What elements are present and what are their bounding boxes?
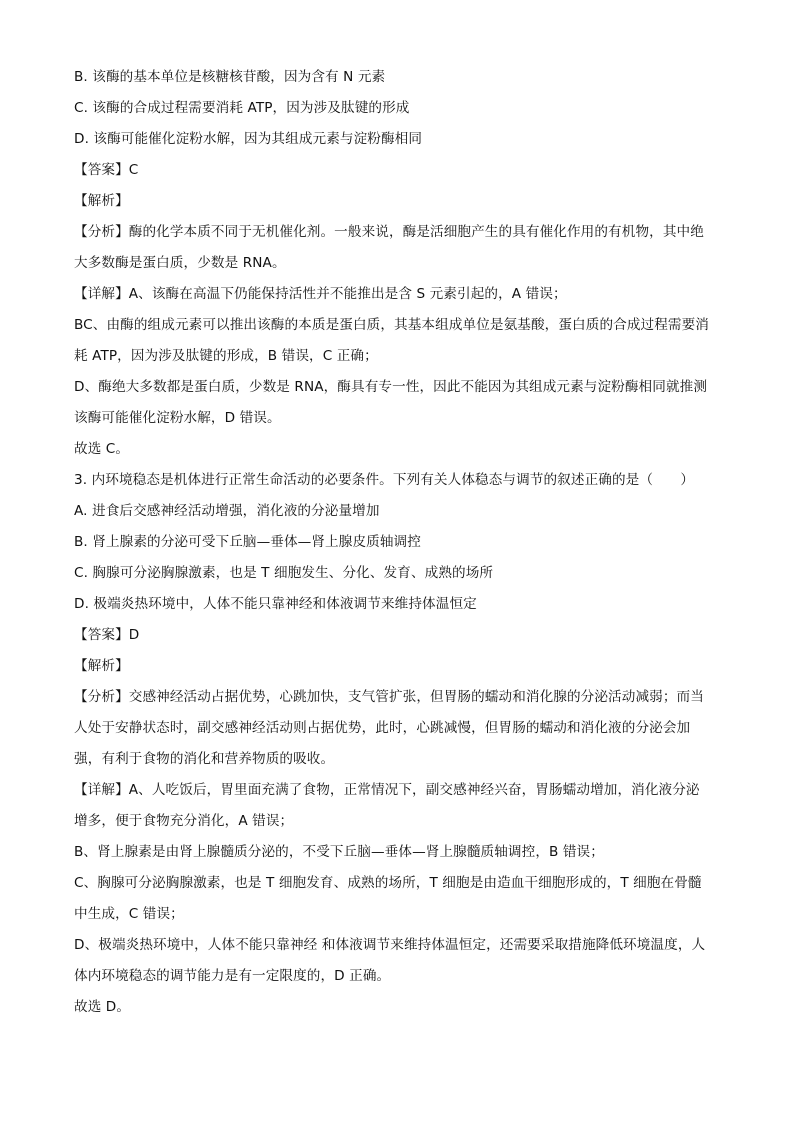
answer-line: 【答案】C [74, 162, 139, 178]
detail-paragraph: B、肾上腺素是由肾上腺髓质分泌的，不受下丘脑—垂体—肾上腺髓质轴调控，B 错误； [74, 844, 604, 860]
detail-paragraph: BC、由酶的组成元素可以推出该酶的本质是蛋白质，其基本组成单位是氨基酸，蛋白质的合成过程需要消 [74, 317, 709, 333]
detail-paragraph: 该酶可能催化淀粉水解，D 错误。 [74, 410, 281, 426]
detail-paragraph: 增多，便于食物充分消化，A 错误； [74, 813, 294, 829]
analysis-paragraph: 强，有利于食物的消化和营养物质的吸收。 [74, 751, 335, 767]
answer-line: 【答案】D [74, 627, 140, 643]
analysis-paragraph: 大多数酶是蛋白质，少数是 RNA。 [74, 255, 286, 271]
explanation-heading: 【解析】 [74, 193, 129, 209]
detail-paragraph: 中生成，C 错误； [74, 906, 184, 922]
detail-paragraph: C、胸腺可分泌胸腺激素，也是 T 细胞发育、成熟的场所，T 细胞是由造血干细胞形成的，T 细胞在骨髓 [74, 875, 702, 891]
conclusion-line: 故选 C。 [74, 441, 130, 457]
conclusion-line: 故选 D。 [74, 999, 131, 1015]
analysis-paragraph: 【分析】酶的化学本质不同于无机催化剂。一般来说，酶是活细胞产生的具有催化作用的有机物，其中绝 [74, 224, 704, 240]
detail-paragraph: 体内环境稳态的调节能力是有一定限度的，D 正确。 [74, 968, 391, 984]
option-a-line: A. 进食后交感神经活动增强，消化液的分泌量增加 [74, 503, 380, 519]
option-c-line: C. 该酶的合成过程需要消耗 ATP，因为涉及肽键的形成 [74, 100, 410, 116]
option-d-line: D. 该酶可能催化淀粉水解，因为其组成元素与淀粉酶相同 [74, 131, 423, 147]
detail-paragraph: D、极端炎热环境中，人体不能只靠神经 和体液调节来维持体温恒定，还需要采取措施降低环境温度，人 [74, 937, 706, 953]
detail-paragraph: D、酶绝大多数都是蛋白质，少数是 RNA，酶具有专一性，因此不能因为其组成元素与淀粉酶相同就推测 [74, 379, 708, 395]
analysis-paragraph: 人处于安静状态时，副交感神经活动则占据优势，此时，心跳减慢，但胃肠的蠕动和消化液的分泌会加 [74, 720, 691, 736]
question-stem: 3. 内环境稳态是机体进行正常生命活动的必要条件。下列有关人体稳态与调节的叙述正确的是（ ） [74, 472, 695, 488]
detail-paragraph: 【详解】A、人吃饭后，胃里面充满了食物，正常情况下，副交感神经兴奋，胃肠蠕动增加，消化液分泌 [74, 782, 700, 798]
option-b-line: B. 该酶的基本单位是核糖核苷酸，因为含有 N 元素 [74, 69, 386, 85]
detail-paragraph: 耗 ATP，因为涉及肽键的形成，B 错误，C 正确； [74, 348, 378, 364]
option-b-line: B. 肾上腺素的分泌可受下丘脑—垂体—肾上腺皮质轴调控 [74, 534, 421, 550]
option-c-line: C. 胸腺可分泌胸腺激素，也是 T 细胞发生、分化、发育、成熟的场所 [74, 565, 494, 581]
detail-paragraph: 【详解】A、该酶在高温下仍能保持活性并不能推出是含 S 元素引起的，A 错误； [74, 286, 567, 302]
option-d-line: D. 极端炎热环境中，人体不能只靠神经和体液调节来维持体温恒定 [74, 596, 477, 612]
analysis-paragraph: 【分析】交感神经活动占据优势，心跳加快，支气管扩张，但胃肠的蠕动和消化腺的分泌活动减弱；而当 [74, 689, 704, 705]
explanation-heading: 【解析】 [74, 658, 129, 674]
